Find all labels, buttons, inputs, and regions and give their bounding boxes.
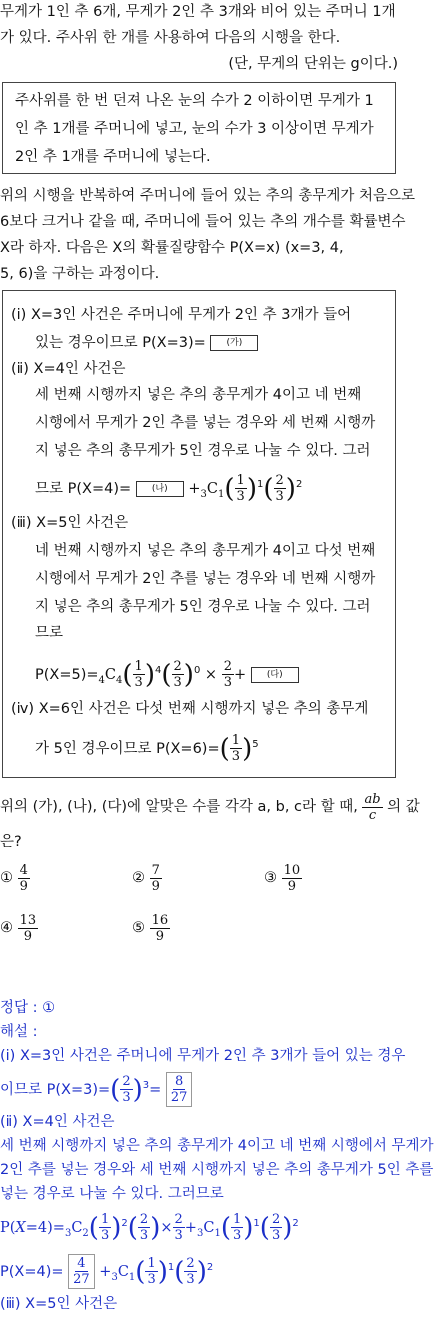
case-2-line-1: (ⅱ) X=4인 사건은 (11, 361, 126, 377)
case-3-line-1: (ⅲ) X=5인 사건은 (11, 515, 129, 531)
trial-line-1: 주사위를 한 번 던져 나온 눈의 수가 2 이하이면 무게가 1 (15, 93, 374, 109)
case-3-formula: $P(X=5)=_4C_4$( $\frac{1}{3}$ )$^4$( $\frac{2}{3}$ )$^0$ × $\frac{2}{3}$ + (다) (35, 651, 395, 701)
case-3-line-4: 지 넣은 추의 총무게가 5인 경우로 나눌 수 있다. 그러 (35, 599, 371, 615)
case-3-line-3: 시행에서 무게가 2인 추를 넣는 경우와 네 번째 시행까 (35, 571, 376, 587)
solution-case-3-line-1: (ⅲ) X=5인 사건은 (0, 1296, 118, 1312)
solution-case-1-line-2: 이므로 P(X=3)=( $\frac{2}{3}$ )$^3$= $\frac{8}{27}$ (0, 1066, 400, 1110)
choice-4[interactable]: ④ $\frac{13}{9}$ (0, 912, 37, 944)
case-3-line-2: 네 번째 시행까지 넣은 추의 총무게가 4이고 다섯 번째 (35, 543, 376, 559)
blank-a: (가) (210, 335, 258, 351)
solution-case-2-formula-2: P(X=4)= $\frac{4}{27}$ $+_3C_1$( $\frac{1}{3}$ )$^1$( $\frac{2}{3}$ )$^2$ (0, 1256, 214, 1288)
setup-line-1: 위의 시행을 반복하여 주머니에 들어 있는 추의 총무게가 처음으로 (0, 188, 416, 204)
question-line-1: 위의 (가), (나), (다)에 알맞은 수를 각각 a, b, c라 할 때, $\frac{ab}{c}$ 의 값 (0, 791, 420, 823)
intro-line-1: 무게가 1인 추 6개, 무게가 2인 추 3개와 비어 있는 주머니 1개 (0, 4, 396, 20)
case-1-line-2: 있는 경우이므로 P(X=3)= (가) (35, 331, 395, 355)
trial-line-2: 인 추 1개를 주머니에 넣고, 눈의 수가 3 이상이면 무게가 (15, 121, 374, 137)
solution-label: 해설 : (0, 1024, 38, 1040)
case-2-line-3: 시행에서 무게가 2인 추를 넣는 경우와 세 번째 시행까 (35, 415, 376, 431)
process-box (2, 290, 396, 778)
solution-case-2-formula-1-text: $P(X=4)=_3C_2$ (0, 1219, 89, 1239)
case-3-line-5: 므로 (35, 625, 64, 641)
choice-5[interactable]: ⑤ $\frac{16}{9}$ (132, 912, 169, 944)
case-4-line-1: (ⅳ) X=6인 사건은 다섯 번째 시행까지 넣은 추의 총무게 (11, 701, 369, 717)
setup-line-3: X라 하자. 다음은 X의 확률질량함수 P(X=x) (x=3, 4, (0, 240, 344, 256)
trial-box (2, 82, 396, 174)
blank-c: (다) (251, 667, 299, 683)
solution-case-2-formula-1: $P(X=4)=_3C_2$( $\frac{1}{3}$ )$^2$( $\frac{2}{3}$ )× $\frac{2}{3}$ $+_3C_1$( $\frac{1}{3}$ )$^1$( $\frac{2}{3}$ )$^2$ (0, 1212, 299, 1244)
trial-line-3: 2인 추 1개를 주머니에 넣는다. (15, 149, 211, 165)
solution-answer-a: $\frac{8}{27}$ (166, 1072, 193, 1107)
case-4-line-2: 가 5인 경우이므로 P(X=6)=( $\frac{1}{3}$ )$^5$ (35, 733, 259, 765)
solution-answer-b: $\frac{4}{27}$ (68, 1254, 95, 1289)
solution-case-2-line-3: 2인 추를 넣는 경우와 세 번째 시행까지 넣은 추의 총무게가 5인 추를 (0, 1162, 434, 1178)
solution-case-1-line-1: (ⅰ) X=3인 사건은 주머니에 무게가 2인 추 3개가 들어 있는 경우 (0, 1048, 406, 1064)
solution-case-2-line-4: 넣는 경우로 나눌 수 있다. 그러므로 (0, 1186, 224, 1202)
solution-case-2-line-2: 세 번째 시행까지 넣은 추의 총무게가 4이고 네 번째 시행에서 무게가 (0, 1138, 434, 1154)
blank-b: (나) (136, 481, 184, 497)
setup-line-4: 5, 6)을 구하는 과정이다. (0, 266, 160, 282)
question-line-2: 은? (0, 834, 22, 850)
choice-3[interactable]: ③ $\frac{10}{9}$ (264, 862, 301, 894)
case-2-line-2: 세 번째 시행까지 넣은 추의 총무게가 4이고 네 번째 (35, 387, 362, 403)
solution-case-2-line-1: (ⅱ) X=4인 사건은 (0, 1114, 115, 1130)
intro-note: (단, 무게의 단위는 g이다.) (228, 56, 398, 72)
case-2-formula: 므로 P(X=4)= (나) $+_3C_1$( $\frac{1}{3}$ )$^1$( $\frac{2}{3}$ )$^2$ (35, 473, 303, 505)
intro-line-2: 가 있다. 주사위 한 개를 사용하여 다음의 시행을 한다. (0, 30, 341, 46)
setup-line-2: 6보다 크거나 같을 때, 주머니에 들어 있는 추의 개수를 확률변수 (0, 214, 406, 230)
choice-1[interactable]: ① $\frac{4}{9}$ (0, 862, 28, 894)
case-2-line-4: 지 넣은 추의 총무게가 5인 경우로 나눌 수 있다. 그러 (35, 443, 371, 459)
solution-answer: 정답 : ① (0, 1000, 56, 1016)
choice-2[interactable]: ② $\frac{7}{9}$ (132, 862, 160, 894)
case-1-line-1: (ⅰ) X=3인 사건은 주머니에 무게가 2인 추 3개가 들어 (11, 307, 352, 323)
